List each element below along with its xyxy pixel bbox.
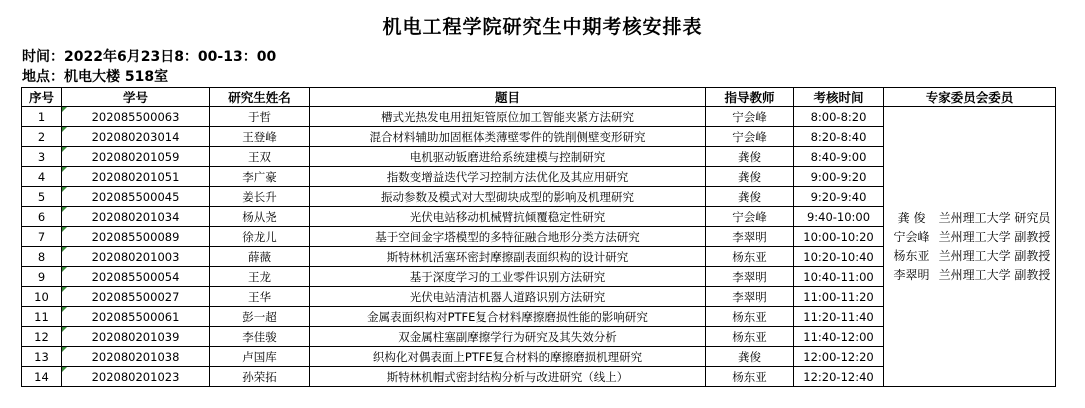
row-advisor: 宁会峰 [706, 107, 794, 127]
committee-member-name: 宁会峰 [893, 229, 930, 244]
row-student-name: 王双 [210, 147, 310, 167]
exam-time-line [22, 46, 276, 66]
row-student-id: 202085500045 [62, 187, 210, 207]
row-no: 14 [22, 367, 62, 387]
row-student-id: 202085500027 [62, 287, 210, 307]
committee-member-name: 杨东亚 [893, 248, 930, 263]
row-advisor: 李翠明 [706, 267, 794, 287]
row-advisor: 李翠明 [706, 227, 794, 247]
row-no: 5 [22, 187, 62, 207]
row-time-slot: 9:20-9:40 [794, 187, 884, 207]
committee-member-org: 兰州理工大学 [938, 229, 1011, 244]
row-time-slot: 11:40-12:00 [794, 327, 884, 347]
row-student-name: 彭一超 [210, 307, 310, 327]
committee-member-org: 兰州理工大学 [938, 267, 1011, 282]
header-student-id: 学号 [62, 88, 210, 107]
row-student-id: 202080201003 [62, 247, 210, 267]
row-student-name: 薛薇 [210, 247, 310, 267]
row-advisor: 宁会峰 [706, 127, 794, 147]
row-no: 2 [22, 127, 62, 147]
row-time-slot: 11:20-11:40 [794, 307, 884, 327]
row-no: 1 [22, 107, 62, 127]
row-no: 9 [22, 267, 62, 287]
row-student-id: 202080203014 [62, 127, 210, 147]
row-topic: 基于深度学习的工业零件识别方法研究 [310, 267, 706, 287]
row-topic: 混合材料辅助加固框体类薄壁零件的铣削侧壁变形研究 [310, 127, 706, 147]
header-no: 序号 [22, 88, 62, 107]
committee-member [884, 228, 1055, 247]
row-advisor: 李翠明 [706, 287, 794, 307]
row-advisor: 杨东亚 [706, 367, 794, 387]
row-student-id: 202085500054 [62, 267, 210, 287]
row-advisor: 龚俊 [706, 167, 794, 187]
row-topic: 光伏电站清洁机器人道路识别方法研究 [310, 287, 706, 307]
row-time-slot: 9:40-10:00 [794, 207, 884, 227]
row-student-id: 202085500063 [62, 107, 210, 127]
row-time-slot: 11:00-11:20 [794, 287, 884, 307]
row-topic: 槽式光热发电用扭矩管原位加工智能夹紧方法研究 [310, 107, 706, 127]
row-time-slot: 12:00-12:20 [794, 347, 884, 367]
committee-member [884, 266, 1055, 285]
committee-member-rank: 副教授 [1014, 229, 1051, 244]
row-no: 11 [22, 307, 62, 327]
row-student-name: 王龙 [210, 267, 310, 287]
row-topic: 振动参数及模式对大型砌块成型的影响及机理研究 [310, 187, 706, 207]
row-topic: 斯特林机活塞环密封摩擦副表面织构的设计研究 [310, 247, 706, 267]
row-no: 6 [22, 207, 62, 227]
row-student-id: 202085500061 [62, 307, 210, 327]
row-student-name: 李广豪 [210, 167, 310, 187]
row-topic: 基于空间金字塔模型的多特征融合地形分类方法研究 [310, 227, 706, 247]
row-time-slot: 9:00-9:20 [794, 167, 884, 187]
row-time-slot: 10:20-10:40 [794, 247, 884, 267]
row-topic: 斯特林机帽式密封结构分析与改进研究（线上） [310, 367, 706, 387]
row-student-name: 卢国库 [210, 347, 310, 367]
committee-member-org: 兰州理工大学 [938, 210, 1011, 225]
page-title: 机电工程学院研究生中期考核安排表 [382, 16, 703, 38]
row-no: 12 [22, 327, 62, 347]
row-time-slot: 8:40-9:00 [794, 147, 884, 167]
row-advisor: 杨东亚 [706, 247, 794, 267]
row-no: 8 [22, 247, 62, 267]
committee-member-name: 龚 俊 [897, 210, 926, 225]
row-advisor: 杨东亚 [706, 307, 794, 327]
row-no: 4 [22, 167, 62, 187]
place-label: 地点： [22, 69, 64, 85]
header-time-slot: 考核时间 [794, 88, 884, 107]
row-topic: 指数变增益迭代学习控制方法优化及其应用研究 [310, 167, 706, 187]
committee-member-rank: 副教授 [1014, 267, 1051, 282]
header-committee: 专家委员会委员 [884, 88, 1056, 107]
row-student-name: 于哲 [210, 107, 310, 127]
header-row [22, 88, 1056, 107]
row-student-name: 徐龙儿 [210, 227, 310, 247]
row-topic: 金属表面织构对PTFE复合材料摩擦磨损性能的影响研究 [310, 307, 706, 327]
row-advisor: 龚俊 [706, 187, 794, 207]
row-time-slot: 10:40-11:00 [794, 267, 884, 287]
row-student-name: 孙荣拓 [210, 367, 310, 387]
row-student-id: 202080201038 [62, 347, 210, 367]
row-topic: 电机驱动钣磨进给系统建模与控制研究 [310, 147, 706, 167]
committee-member-org: 兰州理工大学 [938, 248, 1011, 263]
row-no: 13 [22, 347, 62, 367]
time-value: 2022年6月23日8：00-13：00 [64, 49, 277, 65]
row-topic: 光伏电站移动机械臂抗倾覆稳定性研究 [310, 207, 706, 227]
schedule-table [21, 87, 1056, 387]
row-time-slot: 12:20-12:40 [794, 367, 884, 387]
committee-member [884, 209, 1055, 228]
row-advisor: 龚俊 [706, 347, 794, 367]
row-time-slot: 10:00-10:20 [794, 227, 884, 247]
committee-member-rank: 副教授 [1014, 248, 1051, 263]
row-student-name: 杨从尧 [210, 207, 310, 227]
row-time-slot: 8:20-8:40 [794, 127, 884, 147]
row-time-slot: 8:00-8:20 [794, 107, 884, 127]
row-student-id: 202080201039 [62, 327, 210, 347]
time-label: 时间： [22, 49, 64, 65]
row-student-name: 李佳骏 [210, 327, 310, 347]
row-no: 7 [22, 227, 62, 247]
row-no: 3 [22, 147, 62, 167]
row-student-name: 王登峰 [210, 127, 310, 147]
row-student-name: 王华 [210, 287, 310, 307]
row-student-id: 202080201034 [62, 207, 210, 227]
row-no: 10 [22, 287, 62, 307]
row-advisor: 龚俊 [706, 147, 794, 167]
table-row [22, 107, 1056, 127]
row-advisor: 宁会峰 [706, 207, 794, 227]
committee-member-name: 李翠明 [893, 267, 930, 282]
committee-member [884, 247, 1055, 266]
row-student-id: 202080201059 [62, 147, 210, 167]
row-student-id: 202080201051 [62, 167, 210, 187]
header-student-name: 研究生姓名 [210, 88, 310, 107]
header-advisor: 指导教师 [706, 88, 794, 107]
row-student-id: 202080201023 [62, 367, 210, 387]
header-topic: 题目 [310, 88, 706, 107]
row-advisor: 杨东亚 [706, 327, 794, 347]
committee-member-rank: 研究员 [1014, 210, 1051, 225]
row-topic: 织构化对偶表面上PTFE复合材料的摩擦磨损机理研究 [310, 347, 706, 367]
exam-place-line [22, 66, 168, 86]
place-value: 机电大楼 518室 [64, 69, 169, 85]
row-student-name: 姜长升 [210, 187, 310, 207]
committee-cell [884, 107, 1056, 387]
row-student-id: 202085500089 [62, 227, 210, 247]
row-topic: 双金属柱塞副摩擦学行为研究及其失效分析 [310, 327, 706, 347]
